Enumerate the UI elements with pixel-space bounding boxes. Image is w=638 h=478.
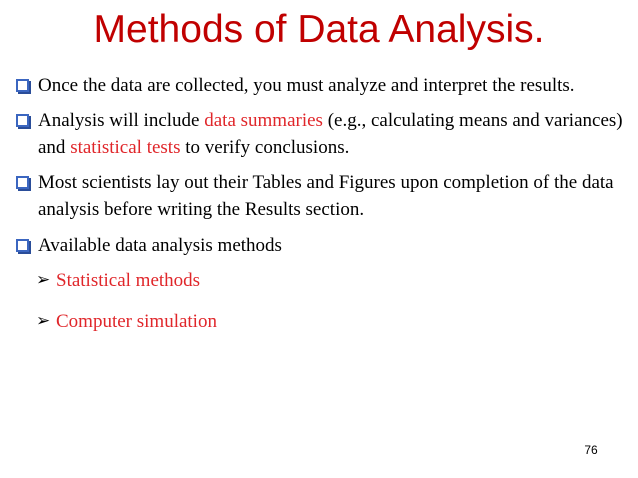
sub-item-text-1: Statistical methods (56, 270, 201, 291)
arrow-right-icon: ➢ (36, 311, 51, 331)
highlight-statistical-tests: statistical tests (70, 137, 181, 158)
checkbox-square-icon (16, 176, 29, 189)
bullet-text-4: Available data analysis methods (38, 235, 282, 256)
bullet-text-2-before: Analysis will include (38, 110, 205, 131)
bullet-item-3 (14, 169, 624, 223)
page-number: 76 (584, 443, 598, 457)
sub-item-text-2: Computer simulation (56, 311, 217, 332)
bullet-text-2-middle: (e.g., calculating means and variances) and (38, 110, 623, 158)
checkbox-square-icon (16, 114, 29, 127)
bullet-item-1 (14, 72, 624, 99)
bullet-item-4 (14, 232, 624, 259)
checkbox-square-icon (16, 79, 29, 92)
bullet-text-2-after: to verify conclusions. (180, 137, 350, 158)
arrow-right-icon: ➢ (36, 270, 51, 290)
bullet-text-1: Once the data are collected, you must analyze and interpret the results. (38, 75, 575, 96)
highlight-data-summaries: data summaries (204, 110, 323, 131)
bullet-list (14, 72, 624, 335)
checkbox-square-icon (16, 239, 29, 252)
sub-item-computer-simulation (14, 308, 624, 335)
slide-title: Methods of Data Analysis. (93, 8, 545, 51)
bullet-text-3: Most scientists lay out their Tables and Figures upon completion of the data analysis before writing the Results section. (38, 172, 614, 220)
bullet-item-2 (14, 107, 624, 161)
sub-item-statistical-methods (14, 267, 624, 294)
